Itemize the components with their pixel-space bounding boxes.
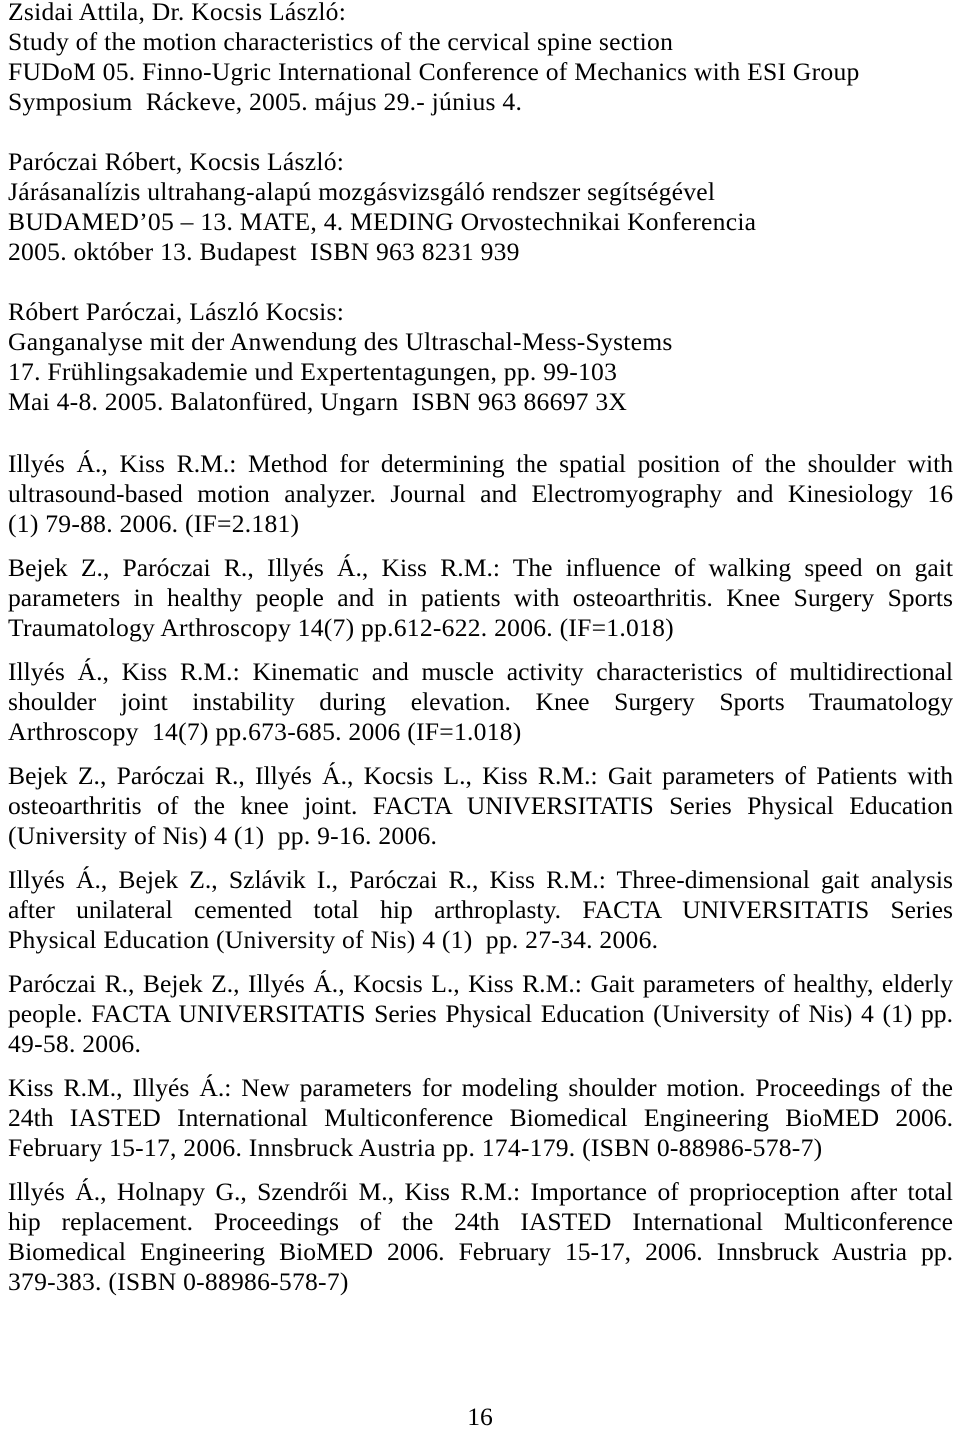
publication-entry: [8, 0, 953, 117]
entry-title: Ganganalyse mit der Anwendung des Ultraschal-Mess-Systems: [8, 327, 673, 356]
reference-line: Traumatology Arthroscopy 14(7) pp.612-622. 2006. (IF=1.018): [8, 613, 674, 642]
reference-line: Bejek Z., Paróczai R., Illyés Á., Kiss R.M.: The influence of walking speed on gait: [8, 553, 953, 582]
entry-details: 2005. október 13. Budapest ISBN 963 8231 939: [8, 237, 520, 266]
reference-line: Illyés Á., Holnapy G., Szendrői M., Kiss R.M.: Importance of proprioception after total: [8, 1177, 953, 1206]
reference-line: osteoarthritis of the knee joint. FACTA UNIVERSITATIS Series Physical Education: [8, 791, 953, 820]
reference-line: Illyés Á., Bejek Z., Szlávik I., Paróczai R., Kiss R.M.: Three-dimensional gait analysis: [8, 865, 953, 894]
page-number: 16: [467, 1402, 493, 1430]
entry-venue: FUDoM 05. Finno-Ugric International Conference of Mechanics with ESI Group: [8, 57, 860, 86]
reference-line: Physical Education (University of Nis) 4 (1) pp. 27-34. 2006.: [8, 925, 659, 954]
reference-line: after unilateral cemented total hip arthroplasty. FACTA UNIVERSITATIS Series: [8, 895, 953, 924]
entry-details: Symposium Ráckeve, 2005. május 29.- június 4.: [8, 87, 523, 116]
reference-line: Paróczai R., Bejek Z., Illyés Á., Kocsis L., Kiss R.M.: Gait parameters of healthy, elderly: [8, 969, 953, 998]
reference-line: February 15-17, 2006. Innsbruck Austria pp. 174-179. (ISBN 0-88986-578-7): [8, 1133, 823, 1162]
reference-entry: [8, 553, 953, 643]
reference-line: Illyés Á., Kiss R.M.: Method for determining the spatial position of the shoulder with: [8, 449, 953, 478]
reference-line: Bejek Z., Paróczai R., Illyés Á., Kocsis L., Kiss R.M.: Gait parameters of Patients with: [8, 761, 953, 790]
reference-line: 49-58. 2006.: [8, 1029, 142, 1058]
reference-list: [8, 449, 953, 1297]
reference-entry: [8, 969, 953, 1059]
publication-list: [8, 0, 953, 1297]
entry-title: Járásanalízis ultrahang-alapú mozgásvizsgáló rendszer segítségével: [8, 177, 716, 206]
entry-authors: Paróczai Róbert, Kocsis László:: [8, 147, 345, 176]
entry-title: Study of the motion characteristics of the cervical spine section: [8, 27, 674, 56]
reference-line: hip replacement. Proceedings of the 24th IASTED International Multiconference: [8, 1207, 953, 1236]
reference-entry: [8, 761, 953, 851]
reference-entry: [8, 865, 953, 955]
reference-line: parameters in healthy people and in patients with osteoarthritis. Knee Surgery Sports: [8, 583, 953, 612]
reference-line: Biomedical Engineering BioMED 2006. February 15-17, 2006. Innsbruck Austria pp.: [8, 1237, 953, 1266]
reference-line: ultrasound-based motion analyzer. Journal and Electromyography and Kinesiology 16: [8, 479, 953, 508]
entry-details: Mai 4-8. 2005. Balatonfüred, Ungarn ISBN 963 86697 3X: [8, 387, 628, 416]
publication-entry: [8, 297, 953, 417]
reference-line: (1) 79-88. 2006. (IF=2.181): [8, 509, 300, 538]
reference-line: (University of Nis) 4 (1) pp. 9-16. 2006.: [8, 821, 438, 850]
reference-entry: [8, 657, 953, 747]
reference-line: people. FACTA UNIVERSITATIS Series Physical Education (University of Nis) 4 (1) pp.: [8, 999, 953, 1028]
reference-entry: [8, 1177, 953, 1297]
reference-line: Arthroscopy 14(7) pp.673-685. 2006 (IF=1.018): [8, 717, 522, 746]
reference-line: 379-383. (ISBN 0-88986-578-7): [8, 1267, 349, 1296]
publication-entry: [8, 147, 953, 267]
reference-line: Illyés Á., Kiss R.M.: Kinematic and muscle activity characteristics of multidirectional: [8, 657, 953, 686]
entry-venue: BUDAMED’05 – 13. MATE, 4. MEDING Orvostechnikai Konferencia: [8, 207, 757, 236]
entry-venue: 17. Frühlingsakademie und Expertentagungen, pp. 99-103: [8, 357, 618, 386]
reference-entry: [8, 1073, 953, 1163]
reference-line: Kiss R.M., Illyés Á.: New parameters for modeling shoulder motion. Proceedings of the: [8, 1073, 953, 1102]
reference-line: 24th IASTED International Multiconference Biomedical Engineering BioMED 2006.: [8, 1103, 953, 1132]
reference-entry: [8, 449, 953, 539]
entry-authors: Róbert Paróczai, László Kocsis:: [8, 297, 345, 326]
entry-authors: Zsidai Attila, Dr. Kocsis László:: [8, 0, 347, 26]
reference-line: shoulder joint instability during elevation. Knee Surgery Sports Traumatology: [8, 687, 953, 716]
